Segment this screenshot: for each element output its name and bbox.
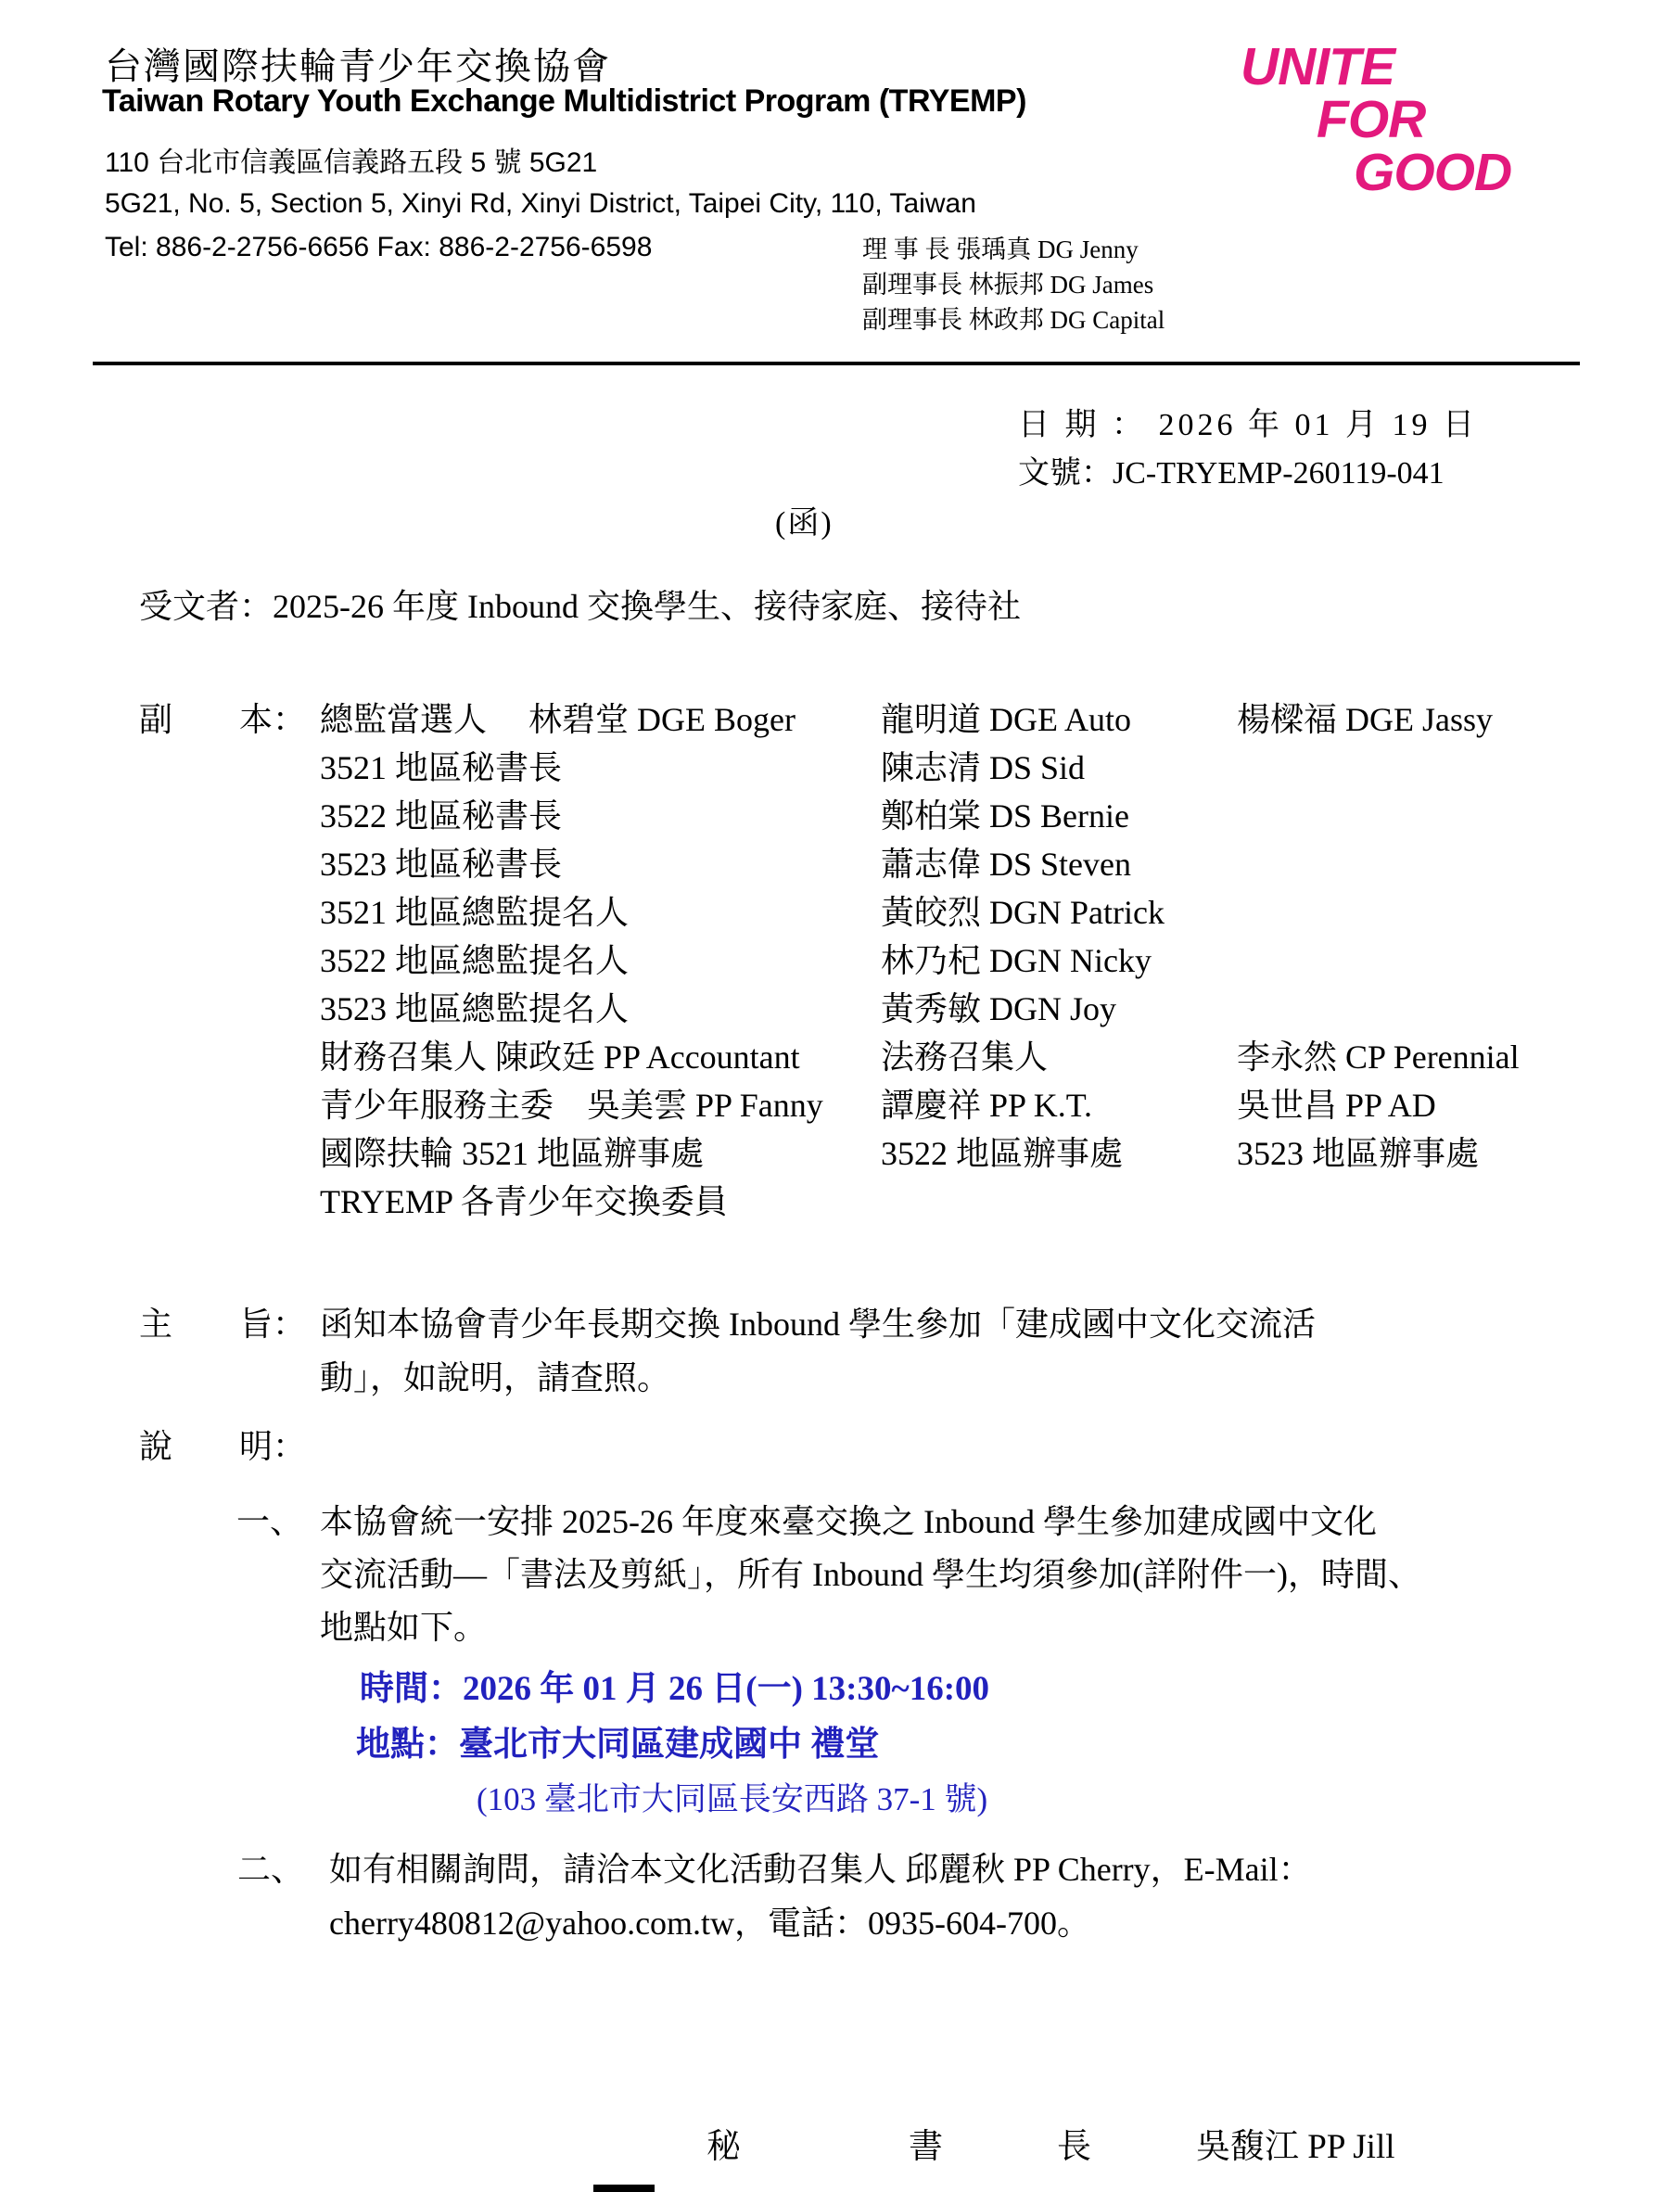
cc-row [0,983,1680,1031]
page-edge-mark [593,2185,655,2192]
cc-cell: 陳志清 DS Sid [881,749,1086,786]
cc-cell: 3522 地區總監提名人 [320,942,630,979]
officer-line-vice2: 副理事長 林政邦 DG Capital [862,306,1165,334]
signature-name: 吳馥江 PP Jill [1196,2128,1395,2166]
cc-cell: 財務召集人 陳政廷 PP Accountant [320,1039,800,1076]
cc-cell: 楊樑福 DGE Jassy [1237,701,1493,738]
recipient-line: 受文者：2025-26 年度 Inbound 交換學生、接待家庭、接待社 [139,588,1021,625]
cc-row [0,838,1680,886]
cc-cell: 蕭志偉 DS Steven [881,846,1132,883]
cc-cell: 3521 地區秘書長 [320,749,563,786]
item1-line2: 交流活動—「書法及剪紙」，所有 Inbound 學生均須參加(詳附件一)，時間、 [320,1556,1421,1593]
logo-line-good: GOOD [1354,143,1512,202]
cc-cell: 譚慶祥 PP K.T. [881,1087,1093,1124]
description-label: 說 明： [139,1428,307,1465]
cc-row [0,1079,1680,1128]
cc-cell: 鄭柏棠 DS Bernie [881,797,1129,835]
item1-line1: 本協會統一安排 2025-26 年度來臺交換之 Inbound 學生參加建成國中文化 [320,1503,1377,1540]
officer-line-vice1: 副理事長 林振邦 DG James [862,271,1154,299]
cc-row [0,886,1680,935]
cc-cell: 3523 地區秘書長 [320,846,563,883]
officers-block [862,232,1165,338]
cc-cell: 國際扶輪 3521 地區辦事處 [320,1135,705,1172]
cc-row [0,1031,1680,1079]
org-name-zh: 台灣國際扶輪青少年交換協會 [105,45,611,87]
cc-cell: 3521 地區總監提名人 [320,894,630,931]
tel-fax-line: Tel: 886-2-2756-6656 Fax: 886-2-2756-6598 [105,232,653,262]
cc-cell: 李永然 CP Perennial [1237,1039,1520,1076]
cc-row [0,742,1680,790]
subject-label: 主 旨： [139,1306,307,1343]
cc-cell: 3523 地區總監提名人 [320,990,630,1027]
item2-number: 二、 [237,1851,305,1888]
event-address-line: (103 臺北市大同區長安西路 37-1 號) [477,1781,988,1817]
logo-line-for: FOR [1317,90,1426,149]
item1-number: 一、 [236,1503,304,1540]
cc-cell: 青少年服務主委 吳美雲 PP Fanny [320,1087,823,1124]
item2-line1: 如有相關詢問，請洽本文化活動召集人 邱麗秋 PP Cherry，E-Mail： [329,1851,1312,1888]
cc-cell: 黃皎烈 DGN Patrick [881,894,1165,931]
signature-title-char: 書 [909,2128,943,2166]
cc-cell: 龍明道 DGE Auto [881,701,1132,738]
cc-cell: 3522 地區辦事處 [881,1135,1124,1172]
header-divider [93,362,1580,365]
cc-cell: TRYEMP 各青少年交換委員 [320,1183,728,1220]
signature-title-char: 長 [1057,2128,1091,2166]
unite-for-good-logo [1241,37,1512,202]
cc-cell: 黃秀敏 DGN Joy [881,990,1117,1027]
date-line: 日 期 ： 2026 年 01 月 19 日 [1018,408,1478,442]
cc-row [0,935,1680,983]
item2-line2: cherry480812@yahoo.com.tw，電話：0935-604-700。 [329,1905,1091,1942]
signature-title-char: 秘 [706,2128,741,2166]
cc-row [0,694,1680,742]
cc-cell: 3522 地區秘書長 [320,797,563,835]
event-place-line: 地點：臺北市大同區建成國中 禮堂 [356,1726,880,1764]
logo-line-unite: UNITE [1241,37,1394,96]
cc-cell: 法務召集人 [881,1039,1049,1076]
cc-cell: 林乃杞 DGN Nicky [881,942,1152,979]
subject-line2: 動」，如說明，請查照。 [320,1359,671,1396]
event-time-line: 時間：2026 年 01 月 26 日(一) 13:30~16:00 [360,1670,990,1708]
doc-number-line: 文號：JC-TRYEMP-260119-041 [1018,456,1445,491]
org-name-en: Taiwan Rotary Youth Exchange Multidistrict Program (TRYEMP) [102,83,1026,119]
item1-line3: 地點如下。 [320,1609,488,1646]
cc-cell: 吳世昌 PP AD [1237,1087,1436,1124]
cc-row [0,1176,1680,1224]
officer-line-chairman: 理 事 長 張瑀真 DG Jenny [862,236,1139,263]
cc-row [0,1128,1680,1176]
cc-cell: 3523 地區辦事處 [1237,1135,1480,1172]
cc-cell: 總監當選人 林碧堂 DGE Boger [320,701,795,738]
cc-row [0,790,1680,838]
subject-line1: 函知本協會青少年長期交換 Inbound 學生參加「建成國中文化交流活 [320,1306,1316,1343]
cc-label: 副 本： [139,701,307,738]
org-address-zh: 110 台北市信義區信義路五段 5 號 5G21 [105,147,598,178]
doc-type: (函) [775,506,834,541]
org-address-en: 5G21, No. 5, Section 5, Xinyi Rd, Xinyi District, Taipei City, 110, Taiwan [105,188,976,219]
